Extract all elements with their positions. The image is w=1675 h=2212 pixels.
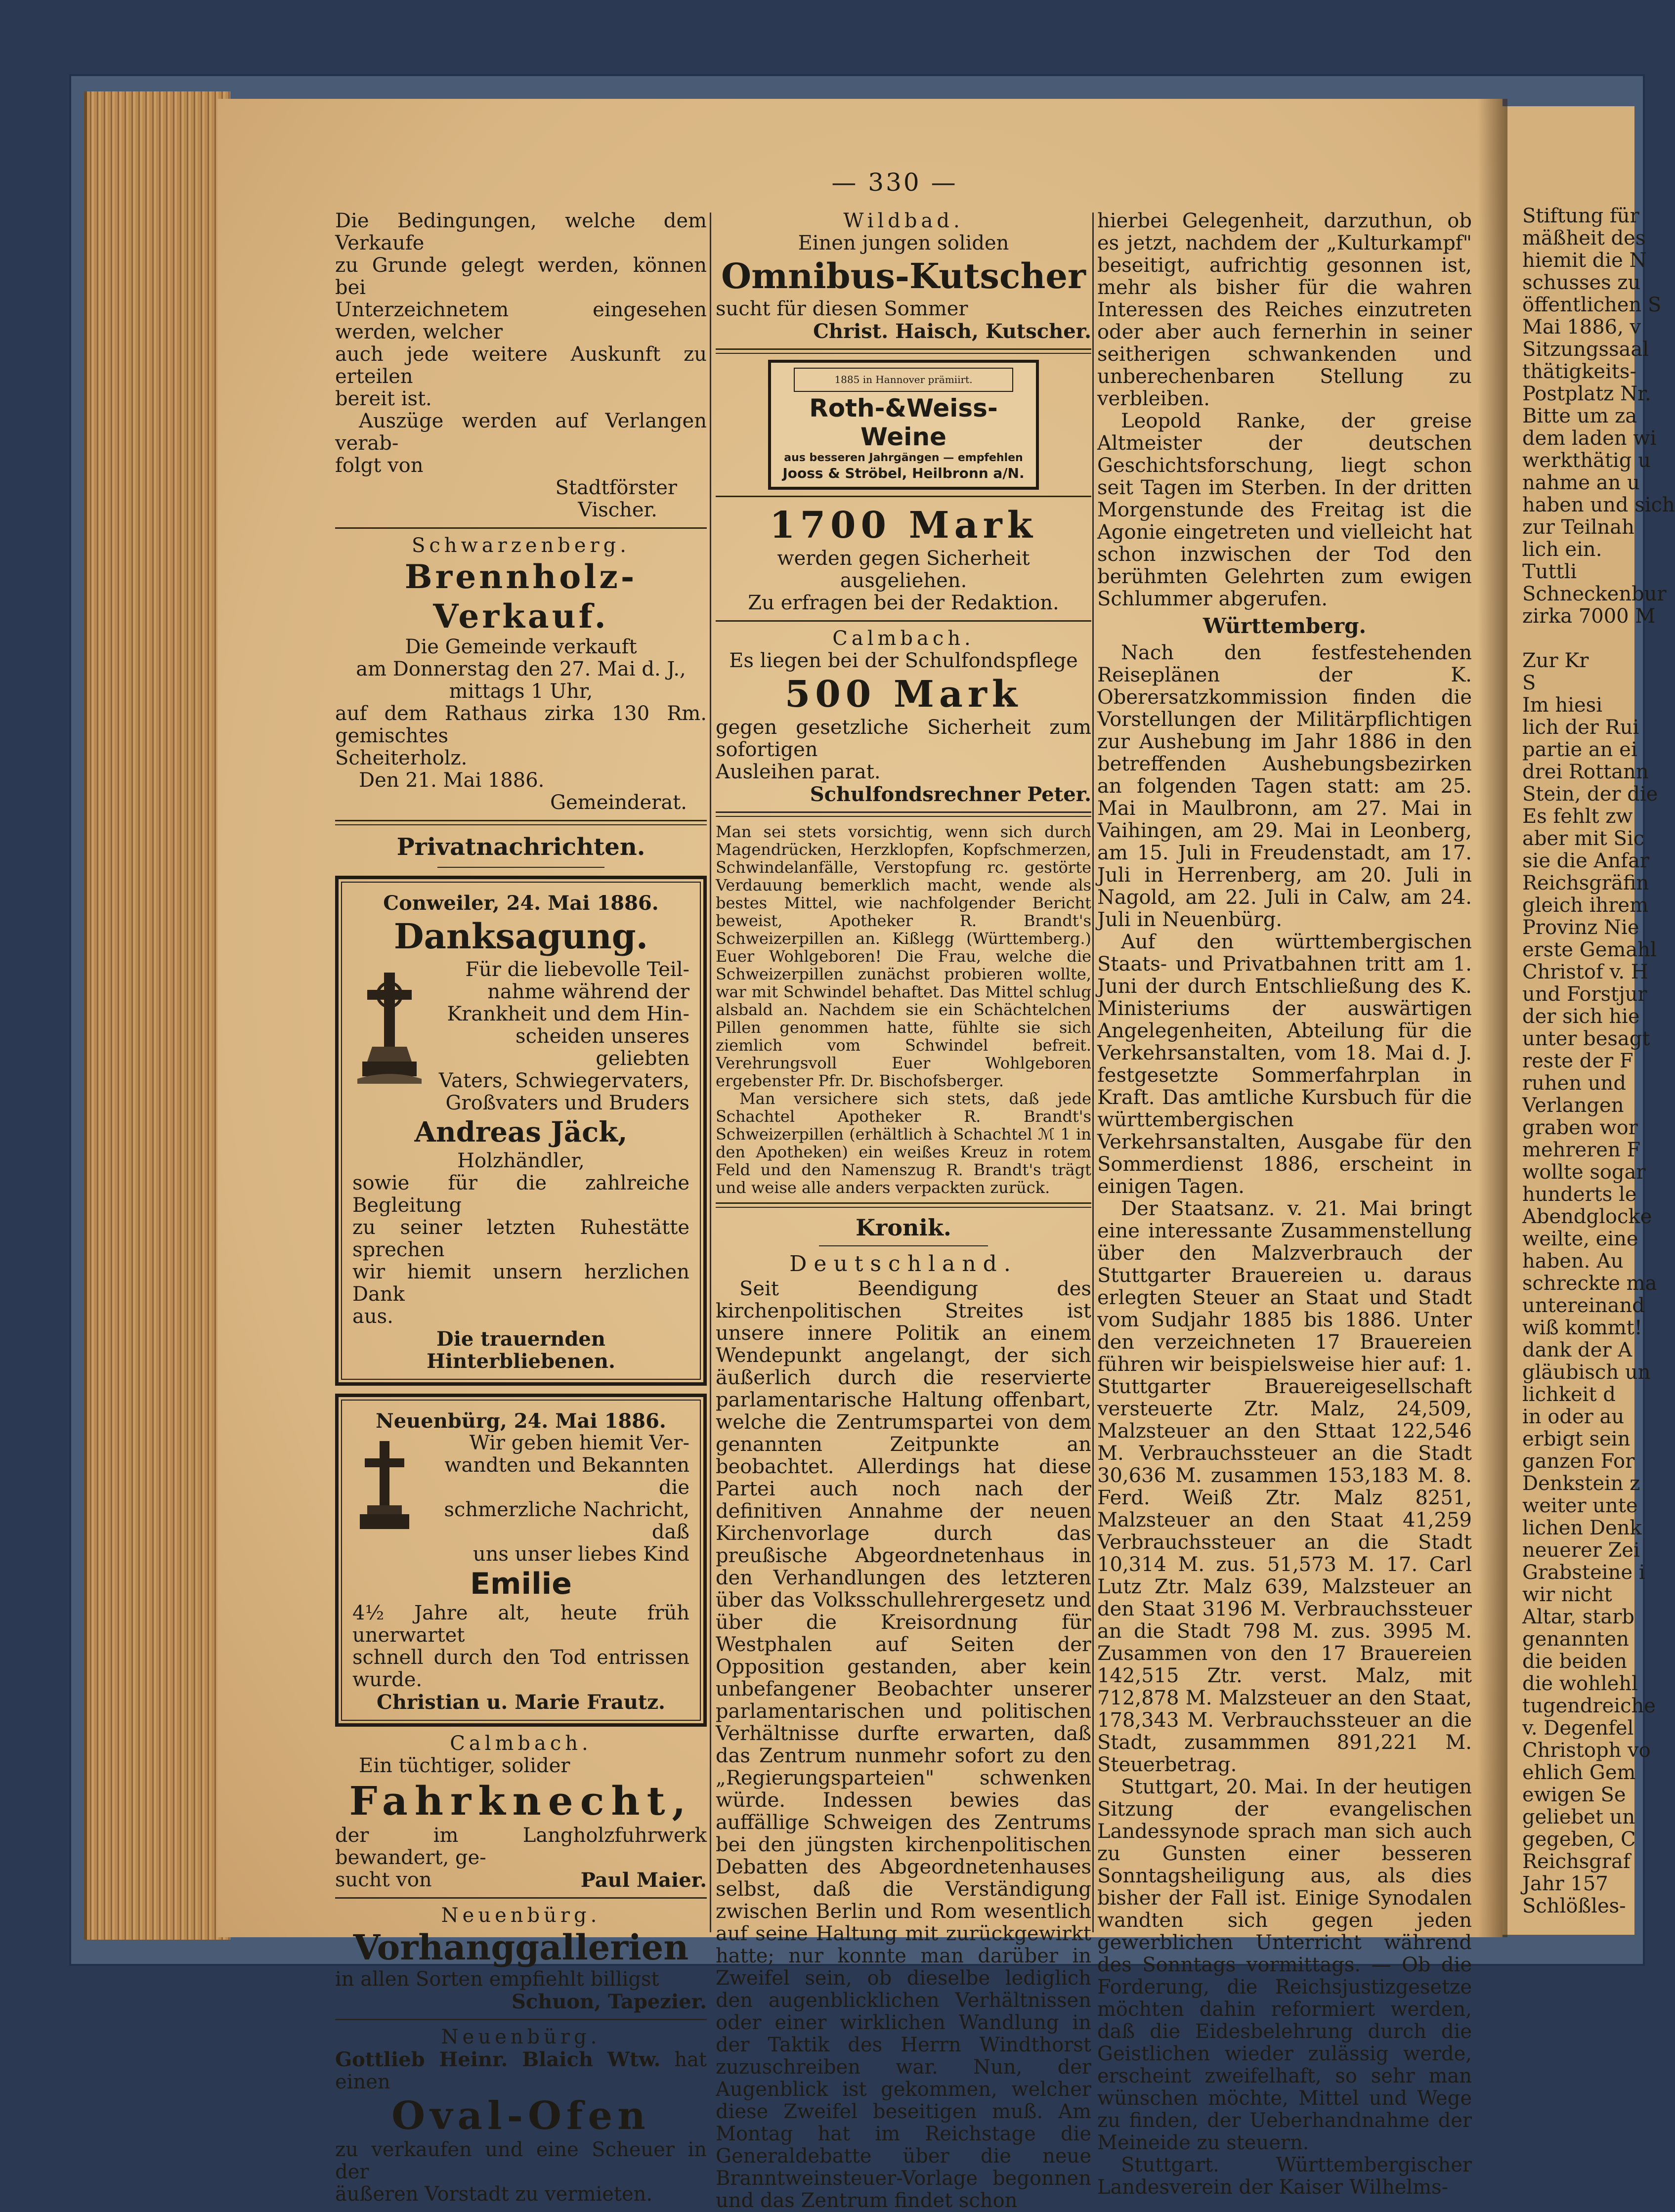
text-line: folgt von [335,454,424,477]
sale-conditions [335,210,707,521]
next-page [1503,106,1675,1935]
next-page-line: Christof v. H [1522,961,1648,983]
text-line: gegen gesetzliche Sicherheit zum sofortigen [716,716,1091,761]
section-heading: Privatnachrichten. [396,833,645,861]
next-page-line: der sich hie [1522,1005,1640,1028]
column-2 [716,210,1091,2212]
text-line: Einen jungen soliden [798,232,1009,255]
divider [716,620,1091,622]
next-page-line: weilte, eine [1522,1228,1638,1250]
next-page-line: genannten [1522,1628,1629,1651]
article-text: hierbei Gelegenheit, darzuthun, ob es jetzt, nachdem der „Kulturkampf" beseitigt, aufrichtig gesonnen ist, mehr als bisher für die wahren Interessen des Reiches einzutreten oder aber auch fernerhin in seiner seitherigen schwankenden und unberechenbaren Stellung zu verbleiben. [1097,210,1472,410]
next-page-line: Es fehlt zw [1522,805,1633,828]
next-page-line: werkthätig u [1522,449,1651,472]
text-line: wandten und Bekannten die [444,1454,689,1499]
next-page-line: geliebet un [1522,1806,1635,1829]
next-page-line: ehlich Gem [1522,1761,1636,1784]
next-page-line: unter besagt [1522,1027,1650,1050]
next-page-line: erste Gemahl [1522,938,1657,961]
notice-title: Danksagung. [393,916,648,957]
next-page-line: Grabsteine i [1522,1561,1645,1584]
next-page-line: hiemit die N [1522,249,1647,272]
award-line: 1885 in Hannover prämiirt. [794,368,1013,392]
text-line: aus. [352,1305,393,1328]
next-page-line: ruhen und [1522,1072,1626,1095]
text-line: äußeren Vorstadt zu vermieten. [335,2183,653,2206]
next-page-line: wollte sogar [1522,1161,1646,1184]
next-page-line: haben. Au [1522,1250,1624,1273]
ad-headline: Fahrknecht, [349,1778,693,1824]
text-line: Für die liebevolle Teil- [465,958,689,981]
thanks-notice [335,876,707,1386]
medical-advert: Man sei stets vorsichtig, wenn sich durch Magendrücken, Herzklopfen, Kopfschmerzen, Schwindelanfälle, Verstopfung rc. gestörte Verdauung bemerklich macht, wende als bestes Mittel, wie nachfolgender Bericht beweist, Apotheker R. Brandt's Schweizerpillen an. Kißlegg (Württemberg.) Euer Wohlgeboren! Die Frau, welche die Schweizerpillen zunächst probieren wollte, war mit Schwindel behaftet. Das Mittel schlug alsbald an. Nachdem sie ein Schächtelchen Pillen genommen hatte, fühlte sie sich ziemlich vom Schwindel befreit. Verehrungsvoll Euer Wohlgeboren ergebenster Pfr. Dr. Bischofsberger. [716,822,1091,1090]
next-page-line: Altar, starb [1522,1606,1634,1628]
place-heading: Calmbach. [832,627,975,650]
text-line: auf dem Rathaus zirka 130 Rm. gemischtes [335,702,707,747]
divider [716,1202,1091,1208]
divider [716,348,1091,354]
section-heading: Württemberg. [1203,614,1367,638]
divider [716,496,1091,497]
signature: Christian u. Marie Frautz. [377,1691,665,1714]
next-page-line: thätigkeits- [1522,360,1636,383]
gravestone-cross-icon [352,1436,417,1535]
text-line: Ein tüchtiger, solider [359,1754,570,1777]
next-page-line: wiß kommt! [1522,1317,1642,1339]
wine-firm: Jooss & Ströbel, Heilbronn a/N. [782,465,1025,481]
divider [437,867,604,868]
next-page-line: mäßheit des [1522,227,1646,250]
gravestone-cross-icon [352,963,427,1086]
text-line: Zu erfragen bei der Redaktion. [748,592,1059,614]
next-page-line: Postplatz Nr. [1522,383,1651,405]
text-line: in allen Sorten empfiehlt billigst [335,1968,659,1991]
divider [335,527,707,529]
next-page-line: ewigen Se [1522,1784,1626,1806]
next-page-line: Mai 1886, v [1522,316,1641,339]
text-line: wir hiemit unsern herzlichen Dank [352,1261,689,1306]
next-page-line: Bitte um za [1522,405,1637,427]
text-line: zu seiner letzten Ruhestätte sprechen [352,1216,689,1261]
next-page-line: Zur Kr [1522,649,1589,672]
money-headline: 500 Mark [784,673,1023,716]
child-name: Emilie [470,1567,572,1601]
next-page-line: drei Rottann [1522,761,1649,783]
signature: Gemeinderat. [550,791,687,814]
text-line: Die Gemeinde verkauft [405,636,637,658]
medical-advert: Man versichere sich stets, daß jede Schachtel Apotheker R. Brandt's Schweizerpillen (erhältlich à Schachtel ℳ 1 in den Apotheken) ein weißes Kreuz in rotem Feld und den Namenszug R. Brandt's trägt und weise alle anders verpackten zurück. [716,1089,1091,1197]
next-page-line: Schlößles- [1522,1895,1626,1917]
next-page-line: Verlangen [1522,1094,1624,1117]
divider [335,820,707,825]
text-line: am Donnerstag den 27. Mai d. J., [356,658,686,681]
page-gutter [1478,99,1507,1937]
occupation: Holzhändler, [457,1149,585,1172]
next-page-line: lichkeit d [1522,1383,1616,1406]
text-line: nahme während der [487,980,689,1003]
place-heading: Wildbad. [843,210,964,232]
next-page-line: aber mit Sic [1522,827,1645,850]
next-page-line: Jahr 157 [1522,1872,1608,1895]
place-heading: Neuenbürg. [441,1904,601,1927]
next-page-line: nahme an u [1522,471,1640,494]
place-heading: Calmbach. [450,1732,592,1755]
next-page-line: Schneckenbur [1522,583,1667,605]
page-edges [84,91,230,1940]
text-line: Ausleihen parat. [716,761,881,783]
next-page-line: sie die Anfar [1522,850,1649,872]
text-line: schmerzliche Nachricht, daß [444,1498,689,1543]
text-line: Scheiterholz. [335,747,468,769]
signature: Stadtförster [555,476,677,499]
next-page-line: zirka 7000 M [1522,605,1656,628]
next-page-line: graben wor [1522,1116,1638,1139]
divider [716,811,1091,817]
next-page-line: Denkstein z [1522,1472,1640,1495]
next-page-line: zur Teilnah [1522,516,1634,539]
text-line: bereit ist. [335,387,432,410]
article-text: Nach den festfestehenden Reiseplänen der K. Oberersatzkommission finden die Vorstellungen der Militärpflichtigen zur Aushebung im Jahr 1886 in den betreffenden Aushebungsbezirken an folgenden Tagen statt: am 25. Mai in Maulbronn, am 27. Mai in Vaihingen, am 29. Mai in Leonberg, am 15. Juli in Freudenstadt, am 17. Juli in Herrenberg, am 20. Juli in Nagold, am 22. Juli in Calw, am 24. Juli in Neuenbürg. [1097,641,1472,931]
text-line: schnell durch den Tod entrissen wurde. [352,1646,689,1691]
section-heading: Kronik. [856,1214,951,1241]
text-line [335,1869,707,1891]
text-line: sowie für die zahlreiche Begleitung [352,1172,689,1217]
text-line: scheiden unseres geliebten [515,1025,689,1070]
money-headline: 1700 Mark [770,504,1037,547]
next-page-line: gläubisch un [1522,1361,1651,1384]
next-page-line: erbigt sein [1522,1428,1631,1450]
next-page-line: lichen Denk [1522,1517,1642,1539]
article-text: Der Staatsanz. v. 21. Mai bringt eine interessante Zusammenstellung über den Malzverbrauch der Stuttgarter Brauereien u. daraus erlegten Steuer an Staat und Stadt vom Sudjahr 1885 bis 1886. Unter den verzeichneten 17 Brauereien führen wir beispielsweise hier auf: 1. Stuttgarter Brauereigesellschaft versteuerte Ztr. Malz, 24,509, Malzsteuer an den Sttaat 122,546 M. Verbrauchssteuer an die Stadt 30,636 M. zusammen 153,183 M. 8. Ferd. Weiß Ztr. Malz 8251, Malzsteuer an den Staat 41,259 Verbrauchssteuer an die Stadt 10,314 M. zus. 51,573 M. 17. Carl Lutz Ztr. Malz 639, Malzsteuer an den Staat 3196 M. Verbrauchssteuer an die Stadt 798 M. zus. 3995 M. Zusammen von den 17 Brauereien 142,515 Ztr. verst. Malz, mit 712,878 M. Malzsteuer an den Staat, 178,343 M. Verbrauchssteuer an die Stadt, zusammmen 891,221 M. Steuerbetrag. [1097,1197,1472,1776]
next-page-line: die beiden [1522,1650,1627,1673]
text-line: werden gegen Sicherheit ausgeliehen. [777,547,1030,592]
next-page-line: v. Degenfel [1522,1717,1634,1740]
article-text: Stuttgart. Württembergischer Landesverein der Kaiser Wilhelms- [1097,2154,1472,2199]
page-number: — 330 — [831,168,958,197]
next-page-text [1522,205,1675,1917]
text-line: Krankheit und dem Hin- [447,1003,689,1025]
signature: Schulfondsrechner Peter. [810,783,1091,806]
signature: Paul Maier. [580,1869,707,1892]
ad-headline: Omnibus-Kutscher [721,255,1086,297]
text-line: Den 21. Mai 1886. [359,769,545,792]
next-page-line: mehreren F [1522,1139,1641,1161]
next-page-line: öffentlichen S [1522,294,1662,316]
divider [819,1245,988,1246]
ad-headline: Vorhanggallerien [353,1927,689,1968]
next-page-line: dank der A [1522,1339,1632,1361]
text-line: Wir geben hiemit Ver- [469,1432,689,1454]
place-heading: Schwarzenberg. [412,534,630,557]
ad-headline: Oval-Ofen [391,2093,650,2138]
next-page-line: Stein, der die [1522,783,1658,806]
signature: Vischer. [578,499,657,521]
next-page-line: Stiftung für [1522,205,1639,227]
next-page-line: Reichsgraf [1522,1850,1631,1873]
place-heading: Neuenbürg. [441,2026,601,2048]
next-page-line: die wohlehl [1522,1672,1638,1695]
next-page-line [1522,628,1671,650]
article-text: Leopold Ranke, der greise Altmeister der deutschen Geschichtsforschung, liegt schon seit Tagen im Sterben. In der dritten Morgenstunde des Freitag ist die Agonie eingetreten und vielleicht hat schon inzwischen der Tod den berühmten Gelehrten zum ewigen Schlummer abgerufen. [1097,410,1472,610]
signature: Christ. Haisch, Kutscher. [813,320,1091,343]
next-page-line: Abendglocke [1522,1205,1652,1228]
next-page-line: und Forstjur [1522,983,1647,1006]
text-line: der im Langholzfuhrwerk bewandert, ge- [335,1824,707,1869]
text-line: sucht für diesen Sommer [716,298,968,320]
text-fragment: Gottlieb Heinr. Blaich Wtw. [335,2048,661,2071]
signature: Die trauernden Hinterbliebenen. [427,1327,615,1373]
text-line [335,2048,707,2093]
text-fragment: hat einen [335,2048,707,2093]
notice-header: Neuenbürg, 24. Mai 1886. [376,1409,666,1433]
next-page-line: gleich ihrem [1522,894,1649,917]
next-page-line: Christoph vo [1522,1739,1651,1762]
next-page-line: weiter unte [1522,1494,1638,1517]
next-page-line: hunderts le [1522,1183,1637,1206]
deceased-name: Andreas Jäck, [414,1116,628,1149]
text-line: uns unser liebes Kind [472,1543,689,1566]
notice-header: Conweiler, 24. Mai 1886. [383,892,659,915]
next-page-line: neuerer Zei [1522,1539,1640,1562]
subsection-heading: Deutschland. [789,1251,1018,1276]
wine-title: Roth-&Weiss-Weine [809,394,998,451]
next-page-line: wir nicht [1522,1583,1612,1606]
next-page-line: Sitzungssaal [1522,338,1649,361]
next-page-line: untereinand [1522,1294,1645,1317]
text-line: Großvaters und Bruders [445,1092,689,1114]
column-3 [1097,210,1472,2199]
article-text: Auf den württembergischen Staats- und Privatbahnen tritt am 1. Juni der durch Entschließung des K. Ministeriums der auswärtigen Angelegenheiten, Abteilung für die Verkehrsanstalten, vom 18. Mai d. J. festgesetzte Sommerfahrplan in Kraft. Das amtliche Kursbuch für die württembergischen Verkehrsanstalten, Ausgabe für den Sommerdienst 1886, erscheint in einigen Tagen. [1097,931,1472,1198]
next-page-line: in oder au [1522,1405,1625,1428]
ad-headline: Brennholz-Verkauf. [404,557,638,636]
death-notice [335,1394,707,1727]
column-rule [1092,213,1094,1932]
divider [335,1897,707,1899]
text-line: auch jede weitere Auskunft zu erteilen [335,343,707,388]
next-page-line: Im hiesi [1522,694,1602,717]
text-line: Auszüge werden auf Verlangen verab- [335,410,707,455]
next-page-line: gegeben, C [1522,1828,1636,1851]
text-line: mittags 1 Uhr, [449,680,593,703]
text-line: zu verkaufen und eine Scheuer in der [335,2138,707,2183]
next-page-line: partie an ei [1522,738,1637,761]
next-page-line: Provinz Nie [1522,916,1639,939]
next-page-line: dem laden wi [1522,427,1657,450]
text-line: 4½ Jahre alt, heute früh unerwartet [352,1602,689,1647]
next-page-line: tugendreiche [1522,1695,1656,1717]
next-page-line: lich der Rui [1522,716,1639,739]
text-line: Unterzeichnetem eingesehen werden, welcher [335,298,707,343]
next-page-line: S [1522,672,1536,694]
column-rule [710,213,711,1932]
next-page-line: ganzen For [1522,1450,1635,1473]
article-text: Seit Beendigung des kirchenpolitischen Streites ist unsere innere Politik an einem Wendepunkt angelangt, der sich äußerlich durch die reservierte parlamentarische Haltung offenbart, welche die Zentrumspartei von dem genannten Zeitpunkte an beobachtet. Allerdings hat diese Partei auch noch nach der definitiven Annahme der neuen Kirchenvorlage durch das preußische Abgeordnetenhaus in den Verhandlungen des letzteren über das Volksschullehrergesetz und über die Kreisordnung für Westphalen auf Seiten der Opposition gestanden, aber kein unbefangener Beobachter unserer parlamentarischen und politischen Verhältnisse durfte erwarten, daß das Zentrum nunmehr sofort zu den „Regierungsparteien" schwenken würde. Indessen bewies das auffällige Schweigen des Zentrums bei den jüngsten kirchenpolitischen Debatten des Abgeordnetenhauses selbst, daß die Verständigung zwischen Berlin und Rom wesentlich auf seine Haltung mit zurückgewirkt hatte; nur konnte man darüber in Zweifel sein, ob dieselbe lediglich den augenblicklichen Verhältnissen oder einer wirklichen Wandlung in der Taktik des Herrn Windthorst zuzuschreiben war. Nun, der Augenblick ist gekommen, welcher diese Zweifel beseitigen muß. Am Montag hat im Reichstage die Generaldebatte über die neue Branntweinsteuer-Vorlage begonnen und das Zentrum findet schon [716,1277,1091,2212]
text-fragment: sucht von [335,1869,432,1891]
text-line: Vaters, Schwiegervaters, [438,1069,689,1092]
signature: Schuon, Tapezier. [512,1990,707,2013]
text-line: Die Bedingungen, welche dem Verkaufe [335,210,707,255]
wine-advertisement [768,360,1039,490]
text-line: Es liegen bei der Schulfondspflege [729,649,1078,672]
next-page-line: haben und sich [1522,494,1675,516]
next-page-line: schusses zu [1522,271,1641,294]
next-page-line: Tuttli [1522,560,1577,583]
column-1 [335,210,707,2206]
next-page-line: Reichsgräfin [1522,872,1649,894]
next-page-line: lich ein. [1522,538,1602,561]
next-page-line: schreckte ma [1522,1272,1657,1295]
divider [335,2019,707,2020]
next-page-line: reste der F [1522,1050,1633,1072]
article-text: Stuttgart, 20. Mai. In der heutigen Sitzung der evangelischen Landessynode sprach man sich auch zu Gunsten einer besseren Sonntagsheiligung aus, als dies bisher der Fall ist. Einige Synodalen wandten sich gegen jeden gewerblichen Unterricht während des Sonntags vormittags. — Ob die Forderung, die Reichsjustizgesetze möchten dahin reformiert werden, daß die Eidesbelehrung durch die Geistlichen wieder zulässig werde, erscheint zweifelhaft, so sehr man wünschen möchte, Mittel und Wege zu finden, der Ueberhandnahme der Meineide zu steuern. [1097,1776,1472,2154]
wine-subtitle: aus besseren Jahrgängen — empfehlen [784,452,1023,464]
text-line: zu Grunde gelegt werden, können bei [335,254,707,299]
